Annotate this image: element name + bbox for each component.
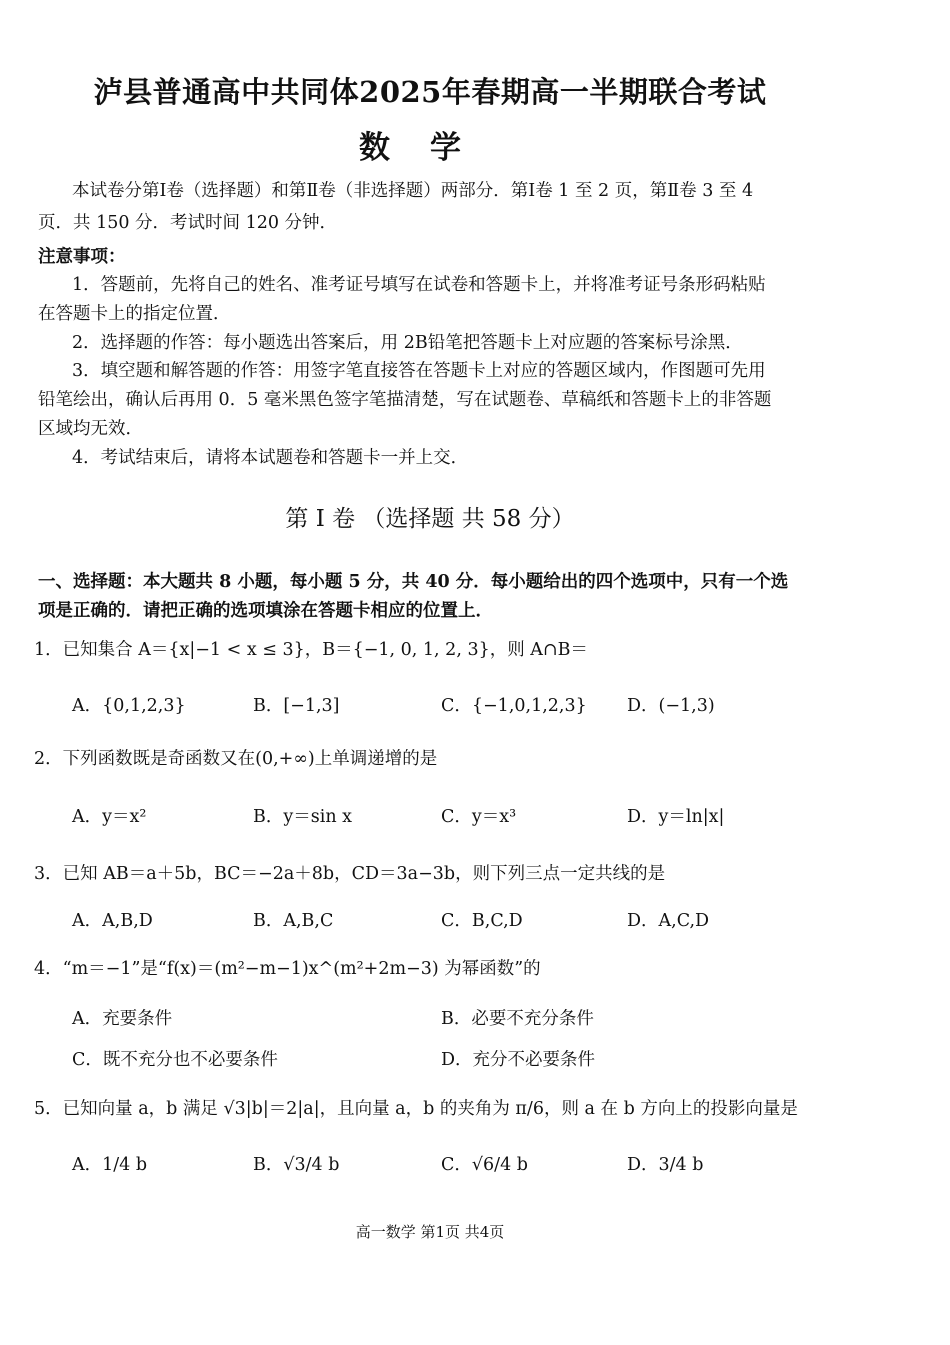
question-3-option-a: A．A,B,D [72,911,153,931]
exam-title: 泸县普通高中共同体2025年春期高一半期联合考试 [93,75,767,109]
question-2-stem: 2．下列函数既是奇函数又在(0,+∞)上单调递增的是 [34,749,438,769]
question-5-option-c: C．√6/4 b [441,1155,528,1175]
question-4-option-a: A．充要条件 [72,1009,173,1029]
question-4-option-d: D．充分不必要条件 [441,1050,596,1070]
question-5-stem: 5．已知向量 a，b 满足 √3|b|＝2|a|，且向量 a，b 的夹角为 π/6，则 a 在 b 方向上的投影向量是 [34,1099,798,1119]
section-title: 第 I 卷 （选择题 共 58 分） [285,506,575,532]
question-2-option-a: A．y＝x² [72,807,147,827]
question-1-option-c: C．{−1,0,1,2,3} [441,696,587,716]
question-5-option-d: D．3/4 b [627,1155,704,1175]
intro-line-1: 本试卷分第Ⅰ卷（选择题）和第Ⅱ卷（非选择题）两部分．第Ⅰ卷 1 至 2 页，第Ⅱ卷 3 至 4 [72,181,754,201]
notice-item-2: 2．选择题的作答：每小题选出答案后，用 2B铅笔把答题卡上对应题的答案标号涂黑． [72,333,743,353]
question-1-stem: 1．已知集合 A＝{x|−1 < x ≤ 3}，B＝{−1, 0, 1, 2, 3}，则 A∩B＝ [34,640,588,660]
question-2-option-d: D．y＝ln|x| [627,807,725,827]
question-4-option-c: C．既不充分也不必要条件 [72,1050,278,1070]
notice-item-1-line-2: 在答题卡上的指定位置． [38,304,231,324]
page-footer: 高一数学 第1页 共4页 [355,1223,505,1241]
question-2-option-b: B．y＝sin x [253,807,353,827]
question-4-stem: 4．“m＝−1”是“f(x)＝(m²−m−1)x^(m²+2m−3) 为幂函数”的 [34,959,541,979]
question-2-option-c: C．y＝x³ [441,807,517,827]
question-5-option-b: B．√3/4 b [253,1155,340,1175]
question-1-option-a: A．{0,1,2,3} [72,696,186,716]
question-3-option-c: C．B,C,D [441,911,523,931]
subject-title: 数学 [359,130,501,166]
question-1-option-b: B．[−1,3] [253,696,340,716]
notice-item-4: 4．考试结束后，请将本试题卷和答题卡一并上交． [72,448,469,468]
question-1-option-d: D．(−1,3) [627,696,715,716]
notice-item-3-line-1: 3．填空题和解答题的作答：用签字笔直接答在答题卡上对应的答题区域内，作图题可先用 [72,361,766,381]
question-4-option-b: B．必要不充分条件 [441,1009,594,1029]
notice-item-1-line-1: 1．答题前，先将自己的姓名、准考证号填写在试卷和答题卡上，并将准考证号条形码粘贴 [72,275,766,295]
notice-item-3-line-3: 区域均无效． [38,419,143,439]
part-instructions-line-2: 项是正确的．请把正确的选项填涂在答题卡相应的位置上． [38,601,493,621]
notice-item-3-line-2: 铅笔绘出，确认后再用 0．5 毫米黑色签字笔描清楚，写在试题卷、草稿纸和答题卡上的非答题 [38,390,772,410]
question-3-option-d: D．A,C,D [627,911,710,931]
question-3-option-b: B．A,B,C [253,911,334,931]
question-5-option-a: A．1/4 b [72,1155,148,1175]
intro-line-2: 页．共 150 分．考试时间 120 分钟． [38,213,338,233]
question-3-stem: 3．已知 AB＝a＋5b，BC＝−2a＋8b，CD＝3a−3b，则下列三点一定共线的是 [34,864,666,884]
part-instructions-line-1: 一、选择题：本大题共 8 小题，每小题 5 分，共 40 分．每小题给出的四个选项中，只有一个选 [38,572,789,592]
notice-heading: 注意事项： [38,247,126,267]
